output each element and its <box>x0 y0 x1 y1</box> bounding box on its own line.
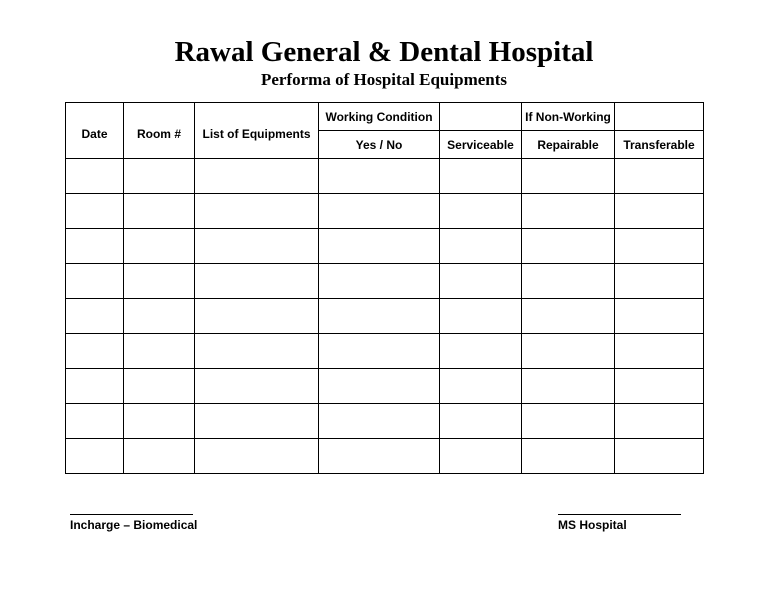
table-cell <box>615 159 704 194</box>
table-row <box>66 334 704 369</box>
table-cell <box>195 264 319 299</box>
table-cell <box>615 194 704 229</box>
table-cell <box>66 369 124 404</box>
table-cell <box>195 439 319 474</box>
header-if-non-working: If Non-Working <box>522 103 615 131</box>
table-cell <box>319 299 440 334</box>
table-cell <box>124 439 195 474</box>
table-cell <box>319 439 440 474</box>
table-cell <box>522 369 615 404</box>
table-cell <box>440 334 522 369</box>
table-row <box>66 404 704 439</box>
header-date: Date <box>66 103 124 159</box>
table-cell <box>440 229 522 264</box>
table-cell <box>522 299 615 334</box>
table-cell <box>319 334 440 369</box>
table-cell <box>66 264 124 299</box>
document-title: Rawal General & Dental Hospital <box>174 36 594 68</box>
table-cell <box>440 439 522 474</box>
table-cell <box>319 159 440 194</box>
table-cell <box>66 404 124 439</box>
header-repairable: Repairable <box>522 131 615 159</box>
signature-line <box>70 514 193 515</box>
document-subtitle: Performa of Hospital Equipments <box>260 70 508 89</box>
table-cell <box>615 229 704 264</box>
table-cell <box>124 194 195 229</box>
table-cell <box>522 404 615 439</box>
table-cell <box>615 369 704 404</box>
table-row <box>66 369 704 404</box>
table-cell <box>66 159 124 194</box>
signature-label: MS Hospital <box>558 518 627 532</box>
table-cell <box>440 299 522 334</box>
table-cell <box>440 369 522 404</box>
table-row <box>66 194 704 229</box>
header-blank-cell <box>615 103 704 131</box>
header-transferable: Transferable <box>615 131 704 159</box>
table-cell <box>124 334 195 369</box>
table-cell <box>195 229 319 264</box>
table-cell <box>195 369 319 404</box>
table-cell <box>440 404 522 439</box>
table-cell <box>522 159 615 194</box>
header-serviceable: Serviceable <box>440 131 522 159</box>
table-cell <box>195 334 319 369</box>
table-cell <box>615 404 704 439</box>
table-cell <box>124 299 195 334</box>
table-cell <box>615 299 704 334</box>
header-working-condition: Working Condition <box>319 103 440 131</box>
table-cell <box>522 439 615 474</box>
table-cell <box>440 194 522 229</box>
table-cell <box>319 194 440 229</box>
table-cell <box>615 439 704 474</box>
signature-ms-hospital <box>558 514 681 532</box>
table-row <box>66 229 704 264</box>
table-cell <box>124 229 195 264</box>
table-cell <box>615 264 704 299</box>
table-cell <box>124 404 195 439</box>
table-cell <box>195 194 319 229</box>
table-cell <box>66 299 124 334</box>
table-cell <box>124 369 195 404</box>
table-cell <box>319 404 440 439</box>
signature-incharge-biomedical <box>70 514 197 532</box>
header-room: Room # <box>124 103 195 159</box>
header-blank-cell <box>440 103 522 131</box>
header-row-1 <box>66 103 704 131</box>
table-row <box>66 159 704 194</box>
table-cell <box>319 369 440 404</box>
header-yes-no: Yes / No <box>319 131 440 159</box>
table-cell <box>522 194 615 229</box>
table-cell <box>195 159 319 194</box>
table-cell <box>66 439 124 474</box>
table-cell <box>319 229 440 264</box>
signature-line <box>558 514 681 515</box>
table-cell <box>66 229 124 264</box>
table-cell <box>522 334 615 369</box>
table-cell <box>124 264 195 299</box>
table-cell <box>66 334 124 369</box>
table-row <box>66 439 704 474</box>
table-cell <box>195 404 319 439</box>
header-list-of-equipments: List of Equipments <box>195 103 319 159</box>
equipment-form-table <box>65 102 704 474</box>
signature-label: Incharge – Biomedical <box>70 518 198 532</box>
table-cell <box>440 159 522 194</box>
table-row <box>66 299 704 334</box>
table-row <box>66 264 704 299</box>
table-cell <box>615 334 704 369</box>
table-cell <box>124 159 195 194</box>
table-cell <box>522 229 615 264</box>
table-cell <box>440 264 522 299</box>
table-cell <box>522 264 615 299</box>
table-cell <box>319 264 440 299</box>
table-cell <box>195 299 319 334</box>
table-cell <box>66 194 124 229</box>
